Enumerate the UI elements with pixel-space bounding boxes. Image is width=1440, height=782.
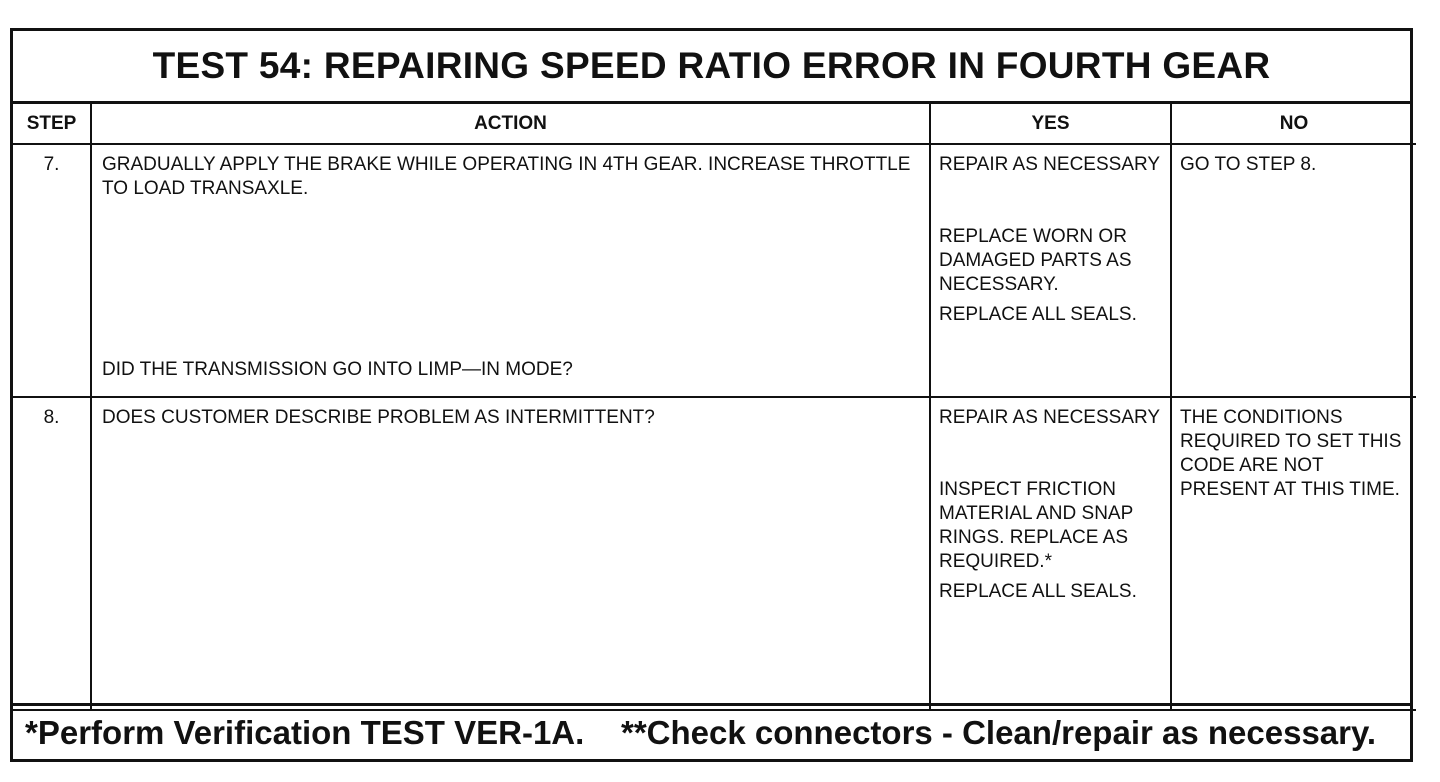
yes-item: REPAIR AS NECESSARY <box>939 154 1161 175</box>
action-cell <box>91 144 930 397</box>
yes-item: REPLACE WORN OR DAMAGED PARTS AS NECESSARY. <box>939 226 1132 295</box>
header-yes: YES <box>930 104 1171 144</box>
no-cell: GO TO STEP 8. <box>1171 144 1416 397</box>
step-number: 8. <box>13 397 91 710</box>
header-step: STEP <box>13 104 91 144</box>
header-action: ACTION <box>91 104 930 144</box>
action-cell <box>91 397 930 710</box>
footer-note: *Perform Verification TEST VER-1A. **Check connectors - Clean/repair as necessary. <box>13 703 1410 759</box>
document-title: TEST 54: REPAIRING SPEED RATIO ERROR IN FOURTH GEAR <box>13 31 1410 104</box>
procedure-table <box>13 104 1416 711</box>
step-number: 7. <box>13 144 91 397</box>
yes-cell <box>930 397 1171 710</box>
yes-cell <box>930 144 1171 397</box>
yes-item: INSPECT FRICTION MATERIAL AND SNAP RINGS. REPLACE AS REQUIRED.* <box>939 479 1133 572</box>
no-cell: THE CONDITIONS REQUIRED TO SET THIS CODE ARE NOT PRESENT AT THIS TIME. <box>1171 397 1416 710</box>
table-row <box>13 144 1416 397</box>
yes-item: REPLACE ALL SEALS. <box>939 304 1137 325</box>
header-no: NO <box>1171 104 1416 144</box>
yes-item: REPLACE ALL SEALS. <box>939 581 1137 602</box>
test-procedure-document <box>10 28 1413 762</box>
table-row <box>13 397 1416 710</box>
action-instruction: DOES CUSTOMER DESCRIBE PROBLEM AS INTERMITTENT? <box>102 407 655 428</box>
action-question: DID THE TRANSMISSION GO INTO LIMP—IN MODE? <box>102 359 573 380</box>
yes-item: REPAIR AS NECESSARY <box>939 407 1161 428</box>
action-instruction: GRADUALLY APPLY THE BRAKE WHILE OPERATING IN 4TH GEAR. INCREASE THROTTLE TO LOAD TRANSAXLE. <box>102 154 911 199</box>
table-header-row <box>13 104 1416 144</box>
